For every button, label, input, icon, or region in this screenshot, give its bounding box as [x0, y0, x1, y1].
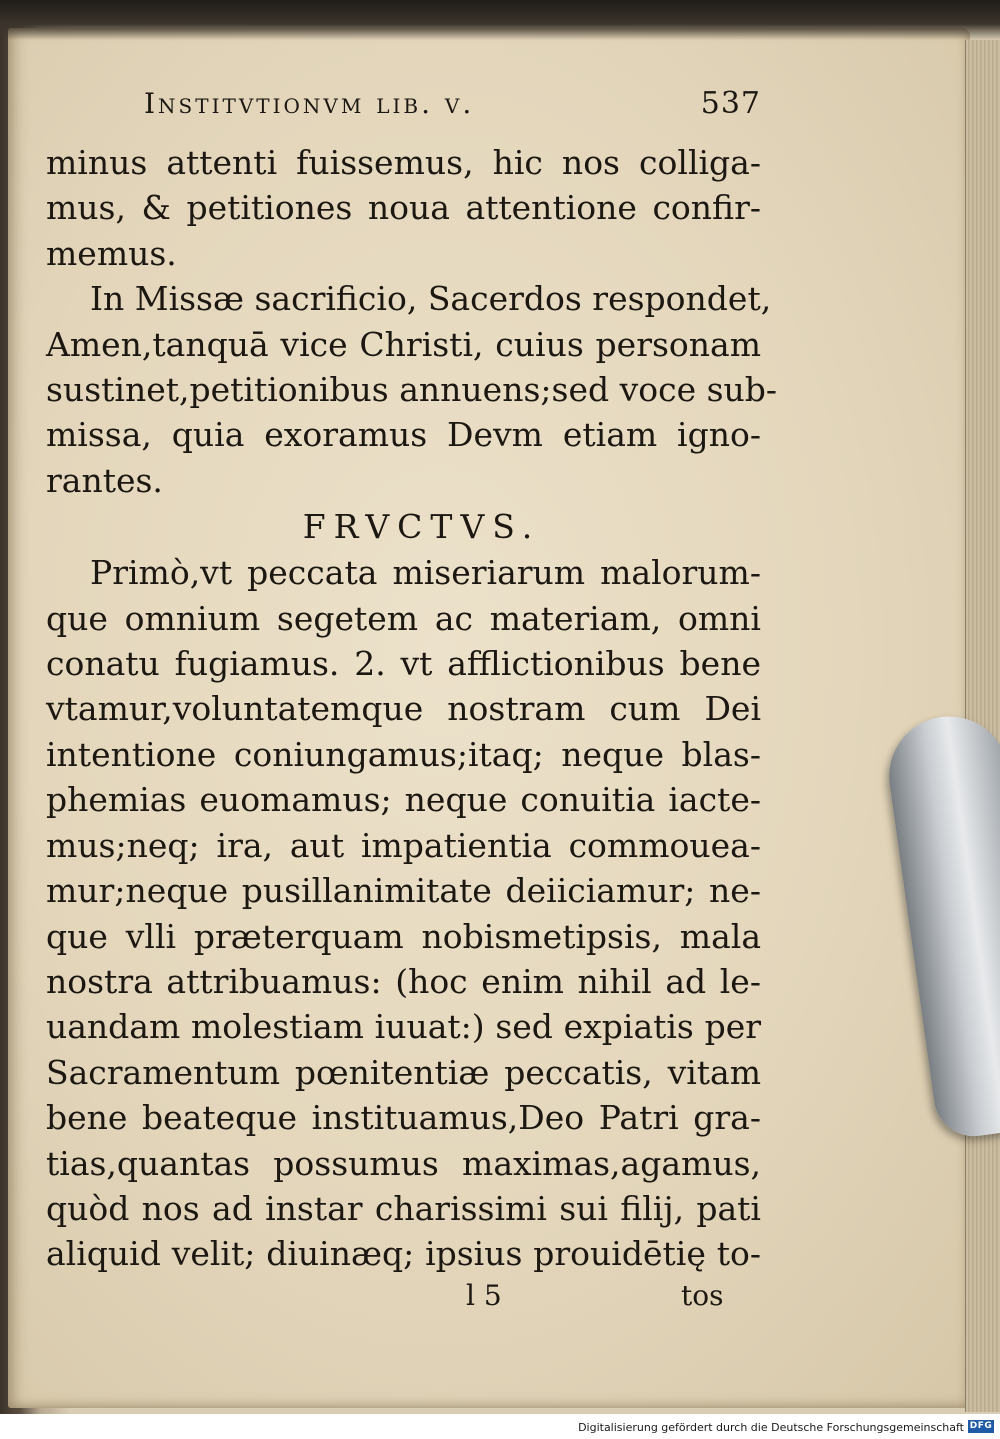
signature-mark: l 5 — [466, 1278, 502, 1312]
text-line: memus. — [46, 233, 177, 273]
text-line: minus attenti fuissemus, hic nos colliga- — [46, 143, 761, 182]
running-head — [46, 86, 761, 140]
text-line: intentione coniungamus;itaq; neque blas- — [46, 734, 761, 774]
text-line: vtamur,voluntatemque nostram cum Dei — [46, 689, 761, 729]
text-line: missa, quia exoramus Devm etiam igno- — [46, 415, 761, 455]
text-line: Sacramentum pœnitentiæ peccatis, vitam — [46, 1052, 761, 1092]
funding-credit: Digitalisierung gefördert durch die Deutsche Forschungsgemeinschaft — [578, 1421, 964, 1434]
section-heading: FRVCTVS. — [302, 507, 541, 547]
text-line: mus;neq; ira, aut impatientia commouea- — [46, 825, 761, 865]
page-text — [46, 86, 778, 1317]
text-line: tias,quantas possumus maximas,agamus, — [46, 1143, 761, 1183]
paragraph-3 — [46, 550, 761, 1277]
dfg-logo: DFG — [969, 1421, 993, 1431]
text-line: mus, & petitiones noua attentione confir- — [46, 188, 761, 228]
text-line: que omnium segetem ac materiam, omni — [46, 598, 761, 638]
top-shadow — [0, 0, 1000, 40]
text-line: conatu fugiamus. 2. vt afflictionibus bene — [46, 644, 761, 684]
text-line: Primò,vt peccata miseriarum malorum- — [90, 553, 761, 593]
page-number: 537 — [700, 86, 761, 121]
catchword: tos — [681, 1278, 724, 1312]
paragraph-1 — [46, 140, 761, 276]
text-line: aliquid velit; diuinæq; ipsius prouidētię to- — [46, 1234, 761, 1274]
text-line: In Missæ sacrificio, Sacerdos respondet, — [90, 279, 772, 319]
text-line: bene beateque instituamus,Deo Patri gra- — [46, 1098, 761, 1138]
text-line: uandam molestiam iuuat:) sed expiatis per — [46, 1007, 761, 1047]
text-line: quòd nos ad instar charissimi sui filij, pati — [46, 1188, 761, 1228]
text-line: rantes. — [46, 460, 163, 500]
signature-line — [46, 1277, 761, 1317]
running-head-title: Institvtionvm lib. v. — [144, 87, 475, 120]
paragraph-2 — [46, 276, 778, 503]
text-line: Amen,tanquā vice Christi, cuius personam — [46, 324, 761, 364]
text-line: sustinet,petitionibus annuens;sed voce sub- — [46, 370, 778, 410]
text-line: que vlli præterquam nobismetipsis, mala — [46, 916, 761, 956]
footer-bar — [0, 1414, 1000, 1439]
text-line: mur;neque pusillanimitate deiiciamur; ne- — [46, 871, 761, 911]
text-line: phemias euomamus; neque conuitia iacte- — [46, 780, 761, 820]
text-line: nostra attribuamus: (hoc enim nihil ad le- — [46, 961, 761, 1001]
